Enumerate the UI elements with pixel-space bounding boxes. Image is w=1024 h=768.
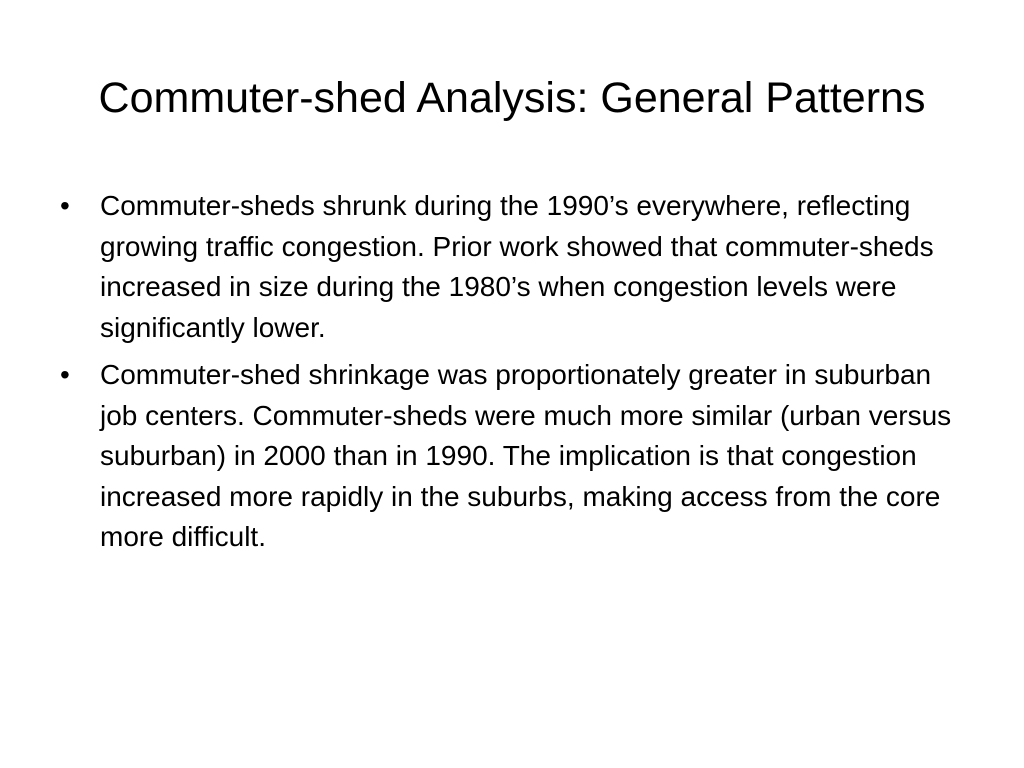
bullet-text: Commuter-shed shrinkage was proportionately greater in suburban job centers. Commuter-sheds were much more similar (urban versus suburban) in 2000 than in 1990. The implication is that congestion increased more rapidly in the suburbs, making access from the core more difficult. <box>100 359 952 552</box>
bullet-marker: • <box>60 190 70 221</box>
bullet-text: Commuter-sheds shrunk during the 1990’s everywhere, reflecting growing traffic congestion. Prior work showed that commuter-sheds increased in size during the 1980’s when congestion levels were significantly lower. <box>100 190 934 343</box>
slide-title: Commuter-shed Analysis: General Patterns <box>98 74 926 122</box>
bullet-item <box>60 186 970 348</box>
bullet-item <box>60 355 970 558</box>
bullet-list <box>60 186 970 565</box>
bullet-marker: • <box>60 359 70 390</box>
